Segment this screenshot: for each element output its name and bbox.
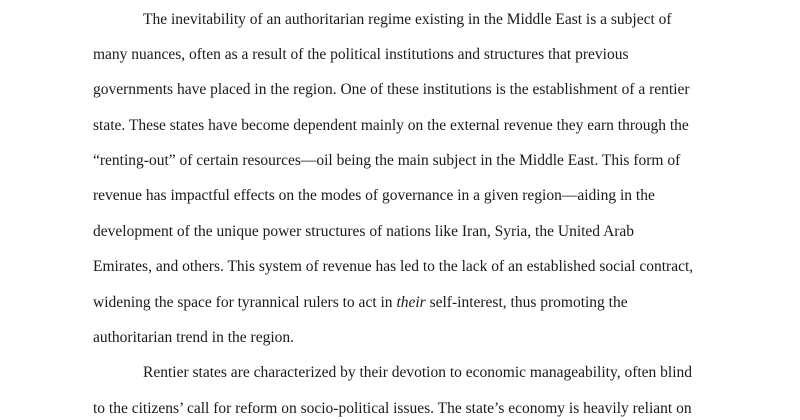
paragraph-1-line-9 [93,293,628,313]
paragraph-1-line-5: “renting-out” of certain resources—oil being the main subject in the Middle East. This form of [93,152,681,169]
paragraph-1-line-2: many nuances, often as a result of the political institutions and structures that previous [93,46,629,63]
paragraph-1-line-10: authoritarian trend in the region. [93,329,295,346]
line-text-before: widening the space for tyrannical rulers to act in [93,294,397,311]
paragraph-1-line-6: revenue has impactful effects on the modes of governance in a given region—aiding in the [93,187,655,204]
paragraph-1-line-3: governments have placed in the region. One of these institutions is the establishment of a rentier [93,81,690,98]
line-text-after: self-interest, thus promoting the [425,294,628,311]
paragraph-1-line-1: The inevitability of an authoritarian regime existing in the Middle East is a subject of [143,11,672,28]
emphasized-word: their [396,294,426,311]
paragraph-1-line-8: Emirates, and others. This system of revenue has led to the lack of an established social contract, [93,258,694,275]
paragraph-2-line-2: to the citizens’ call for reform on socio-political issues. The state’s economy is heavily reliant on [93,400,692,417]
paragraph-1-line-4: state. These states have become dependent mainly on the external revenue they earn through the [93,117,689,134]
paragraph-1-line-7: development of the unique power structures of nations like Iran, Syria, the United Arab [93,223,635,240]
paragraph-2-line-1: Rentier states are characterized by their devotion to economic manageability, often blind [143,364,693,381]
